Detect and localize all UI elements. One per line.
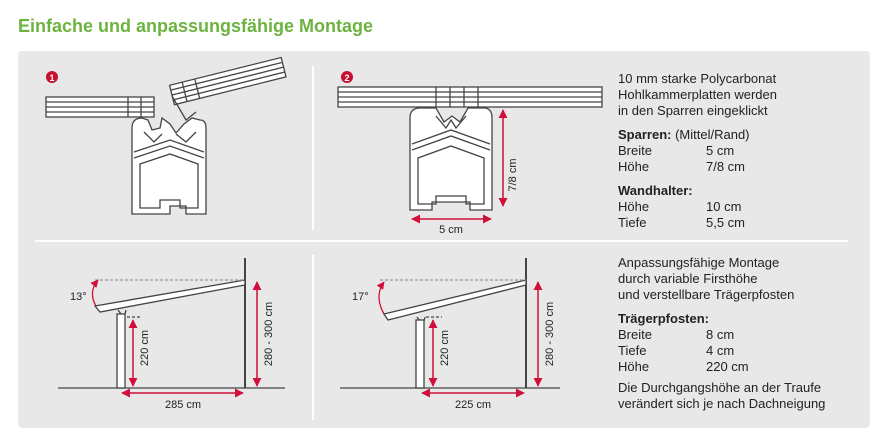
intro-line-3: in den Sparren eingeklickt (618, 103, 768, 118)
sparren-subtitle: (Mittel/Rand) (675, 127, 750, 142)
note-line-1: Die Durchgangshöhe an der Traufe (618, 380, 822, 395)
carport-diagram-13deg (58, 258, 285, 388)
spec-row: Höhe 7/8 cm (618, 159, 746, 174)
spec-row: Höhe 10 cm (618, 199, 742, 214)
page-title: Einfache und anpassungsfähige Montage (18, 16, 374, 36)
spec-row: Tiefe 5,5 cm (618, 215, 746, 230)
intro-line-1: Anpassungsfähige Montage (618, 255, 780, 270)
spec-row: Höhe 220 cm (618, 359, 749, 374)
angle-arc-13 (92, 280, 98, 306)
intro-line-2: durch variable Firsthöhe (618, 271, 758, 286)
dim-label-depth-b: 225 cm (454, 399, 492, 411)
svg-text:2: 2 (344, 73, 350, 83)
panel-description (618, 71, 777, 231)
sparren-title: Sparren: (618, 127, 672, 142)
step-badge-1 (46, 71, 58, 83)
carport-diagram-17deg (340, 258, 560, 388)
intro-line-1: 10 mm starke Polycarbonat (618, 71, 777, 86)
intro-line-3: und verstellbare Trägerpfosten (618, 287, 795, 302)
dim-label-depth-a: 285 cm (164, 399, 202, 411)
sparren-heading (618, 127, 777, 143)
dim-label-post-a: 220 cm (139, 329, 151, 367)
spec-row: Breite 5 cm (618, 143, 735, 158)
rafter-diagram-1 (46, 57, 286, 214)
intro-line-2: Hohlkammerplatten werden (618, 87, 777, 102)
step-badge-2 (341, 71, 353, 83)
mounting-description (618, 255, 825, 412)
angle-arc-17 (379, 282, 384, 314)
traeger-title: Trägerpfosten: (618, 311, 710, 326)
dim-label-total-a: 280 - 300 cm (263, 301, 275, 367)
spec-row: Tiefe 4 cm (618, 343, 735, 358)
note-line-2: verändert sich je nach Dachneigung (618, 396, 826, 411)
rafter-diagram-2 (338, 87, 602, 210)
dim-label-total-b: 280 - 300 cm (544, 301, 556, 367)
dim-label-width-5: 5 cm (439, 224, 463, 236)
angle-label-17: 17° (352, 291, 369, 303)
dim-label-post-b: 220 cm (439, 329, 451, 367)
svg-text:1: 1 (49, 73, 55, 83)
wandhalter-title: Wandhalter: (618, 183, 693, 198)
dim-label-height-78: 7/8 cm (507, 158, 519, 192)
spec-row: Breite 8 cm (618, 327, 735, 342)
angle-label-13: 13° (70, 291, 87, 303)
